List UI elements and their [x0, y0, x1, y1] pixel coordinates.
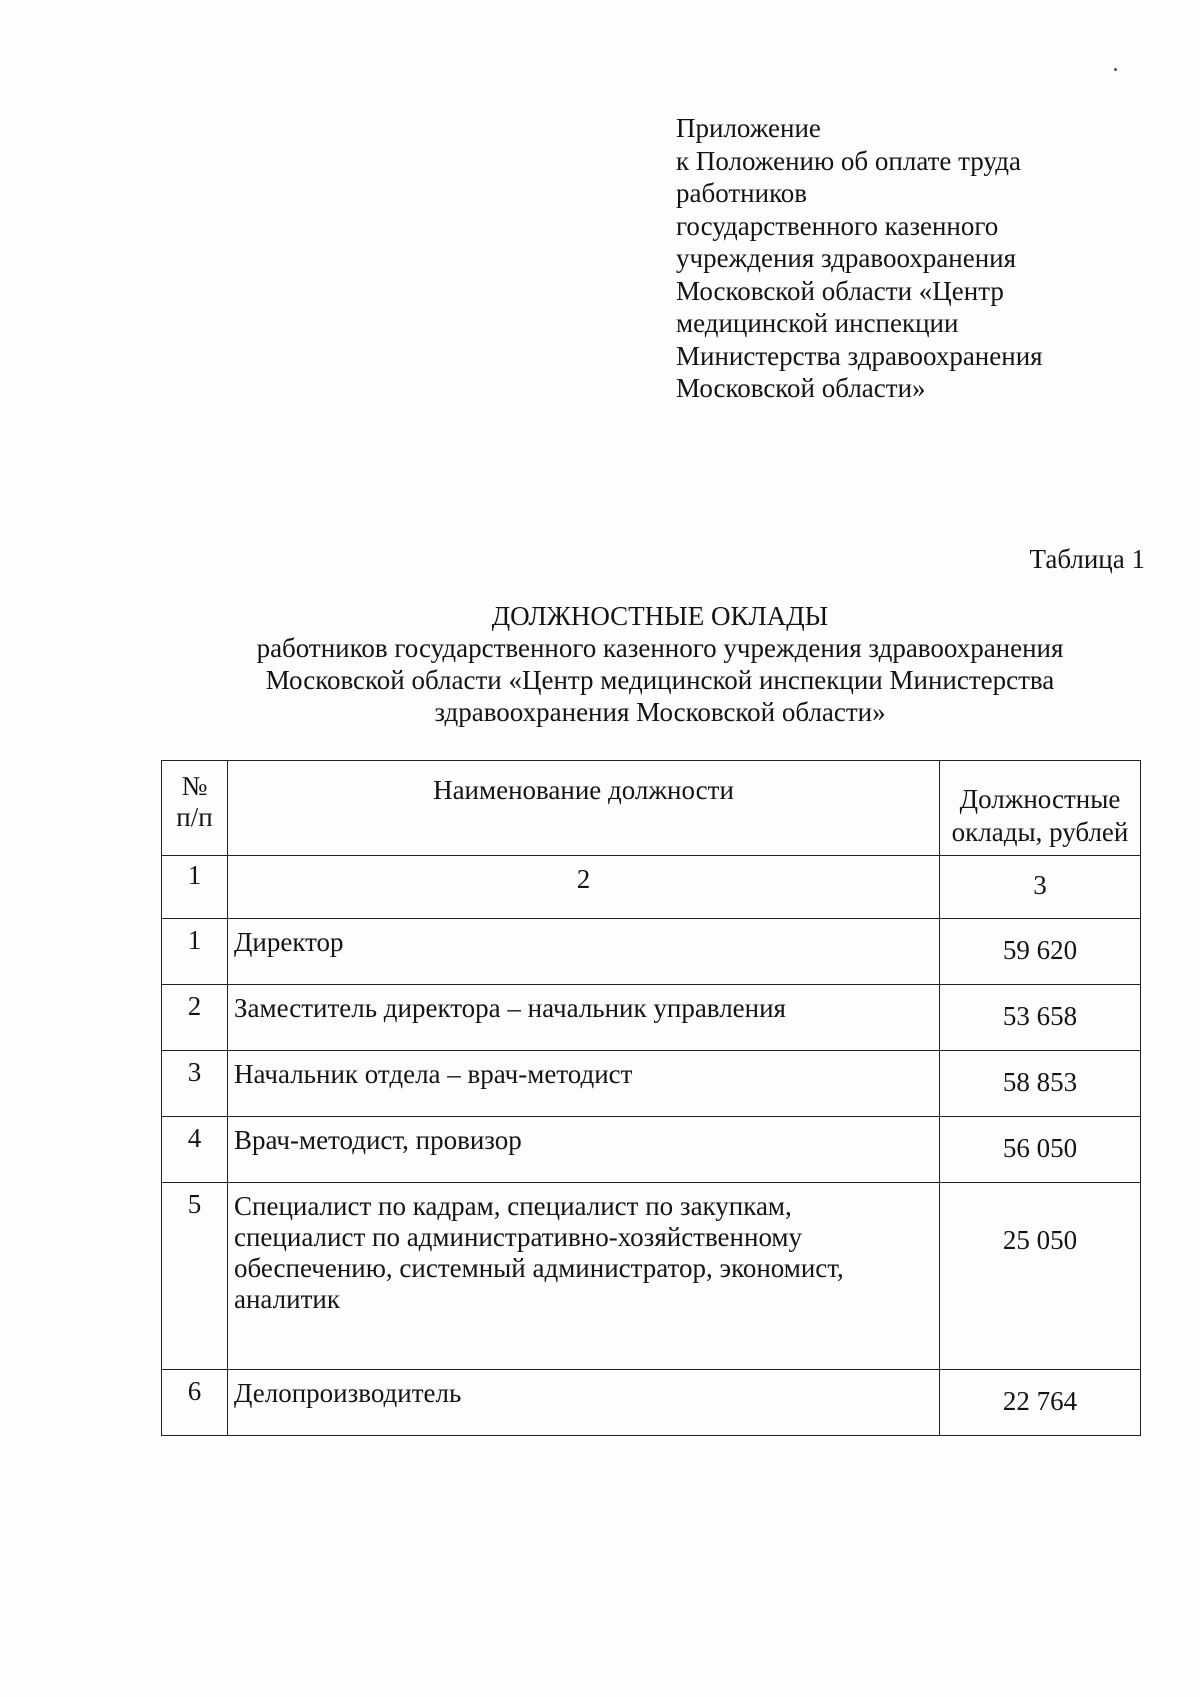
row-position-cell: [228, 1183, 940, 1370]
header-salary-line: Должностные: [959, 784, 1121, 814]
header-salary-line: оклады, рублей: [951, 817, 1129, 847]
position-line: Делопроизводитель: [234, 1378, 462, 1408]
row-salary-cell: 58 853: [940, 1051, 1141, 1117]
row-position-cell: [228, 1117, 940, 1183]
position-line: Заместитель директора – начальник управления: [234, 993, 786, 1023]
row-position-cell: [228, 1370, 940, 1436]
appendix-line: Министерства здравоохранения: [676, 340, 1043, 371]
header-num-cell: [162, 761, 228, 856]
heading-subtitle-line: здравоохранения Московской области»: [434, 697, 886, 727]
table-row: [162, 1183, 1141, 1370]
appendix-line: медицинской инспекции: [676, 308, 959, 338]
column-number-cell: 2: [228, 856, 940, 919]
column-number-row: [162, 856, 1141, 919]
heading-title: ДОЛЖНОСТНЫЕ ОКЛАДЫ: [491, 601, 829, 631]
row-num-cell: 6: [162, 1370, 228, 1436]
appendix-line: учреждения здравоохранения: [676, 243, 1017, 273]
position-line: Специалист по кадрам, специалист по закупкам,: [234, 1191, 792, 1221]
scan-speck: [1114, 68, 1117, 71]
row-num-cell: 3: [162, 1051, 228, 1117]
row-num-cell: 5: [162, 1183, 228, 1370]
header-name-cell: Наименование должности: [228, 761, 940, 856]
table-row: [162, 1051, 1141, 1117]
heading-subtitle-line: работников государственного казенного учреждения здравоохранения: [256, 633, 1064, 663]
row-num-cell: 1: [162, 919, 228, 985]
position-line: обеспечению, системный администратор, экономист,: [234, 1253, 844, 1283]
row-position-cell: [228, 985, 940, 1051]
row-salary-cell: 59 620: [940, 919, 1141, 985]
table-heading: [160, 600, 1160, 728]
table-row: [162, 919, 1141, 985]
row-salary-cell: 53 658: [940, 985, 1141, 1051]
row-position-cell: [228, 1051, 940, 1117]
heading-subtitle-line: Московской области «Центр медицинской инспекции Министерства: [265, 665, 1055, 695]
appendix-line: государственного казенного: [676, 210, 999, 241]
salary-table: [161, 760, 1141, 1436]
table-header-row: [162, 761, 1141, 856]
appendix-line: Московской области»: [676, 373, 926, 403]
column-number-cell: 1: [162, 856, 228, 919]
header-num-abbrev: п/п: [176, 802, 213, 832]
table-row: [162, 1370, 1141, 1436]
appendix-line: работников: [676, 178, 808, 208]
table-row: [162, 985, 1141, 1051]
header-salary-cell: [940, 761, 1141, 856]
row-position-cell: [228, 919, 940, 985]
position-line: Начальник отдела – врач-методист: [234, 1059, 633, 1089]
table-number: Таблица 1: [1029, 544, 1145, 574]
row-num-cell: 2: [162, 985, 228, 1051]
column-number-cell: 3: [940, 856, 1141, 919]
row-salary-cell: 25 050: [940, 1183, 1141, 1370]
row-salary-cell: 22 764: [940, 1370, 1141, 1436]
position-line: специалист по административно-хозяйственному: [234, 1222, 803, 1252]
position-line: Директор: [234, 927, 344, 957]
appendix-line: Приложение: [676, 113, 821, 143]
appendix-line: Московской области «Центр: [676, 275, 1004, 306]
position-line: аналитик: [234, 1284, 340, 1314]
row-salary-cell: 56 050: [940, 1117, 1141, 1183]
appendix-block: [676, 112, 1116, 405]
header-num-symbol: №: [181, 771, 208, 801]
row-num-cell: 4: [162, 1117, 228, 1183]
table-row: [162, 1117, 1141, 1183]
appendix-line: к Положению об оплате труда: [676, 145, 1021, 176]
position-line: Врач-методист, провизор: [234, 1125, 522, 1155]
